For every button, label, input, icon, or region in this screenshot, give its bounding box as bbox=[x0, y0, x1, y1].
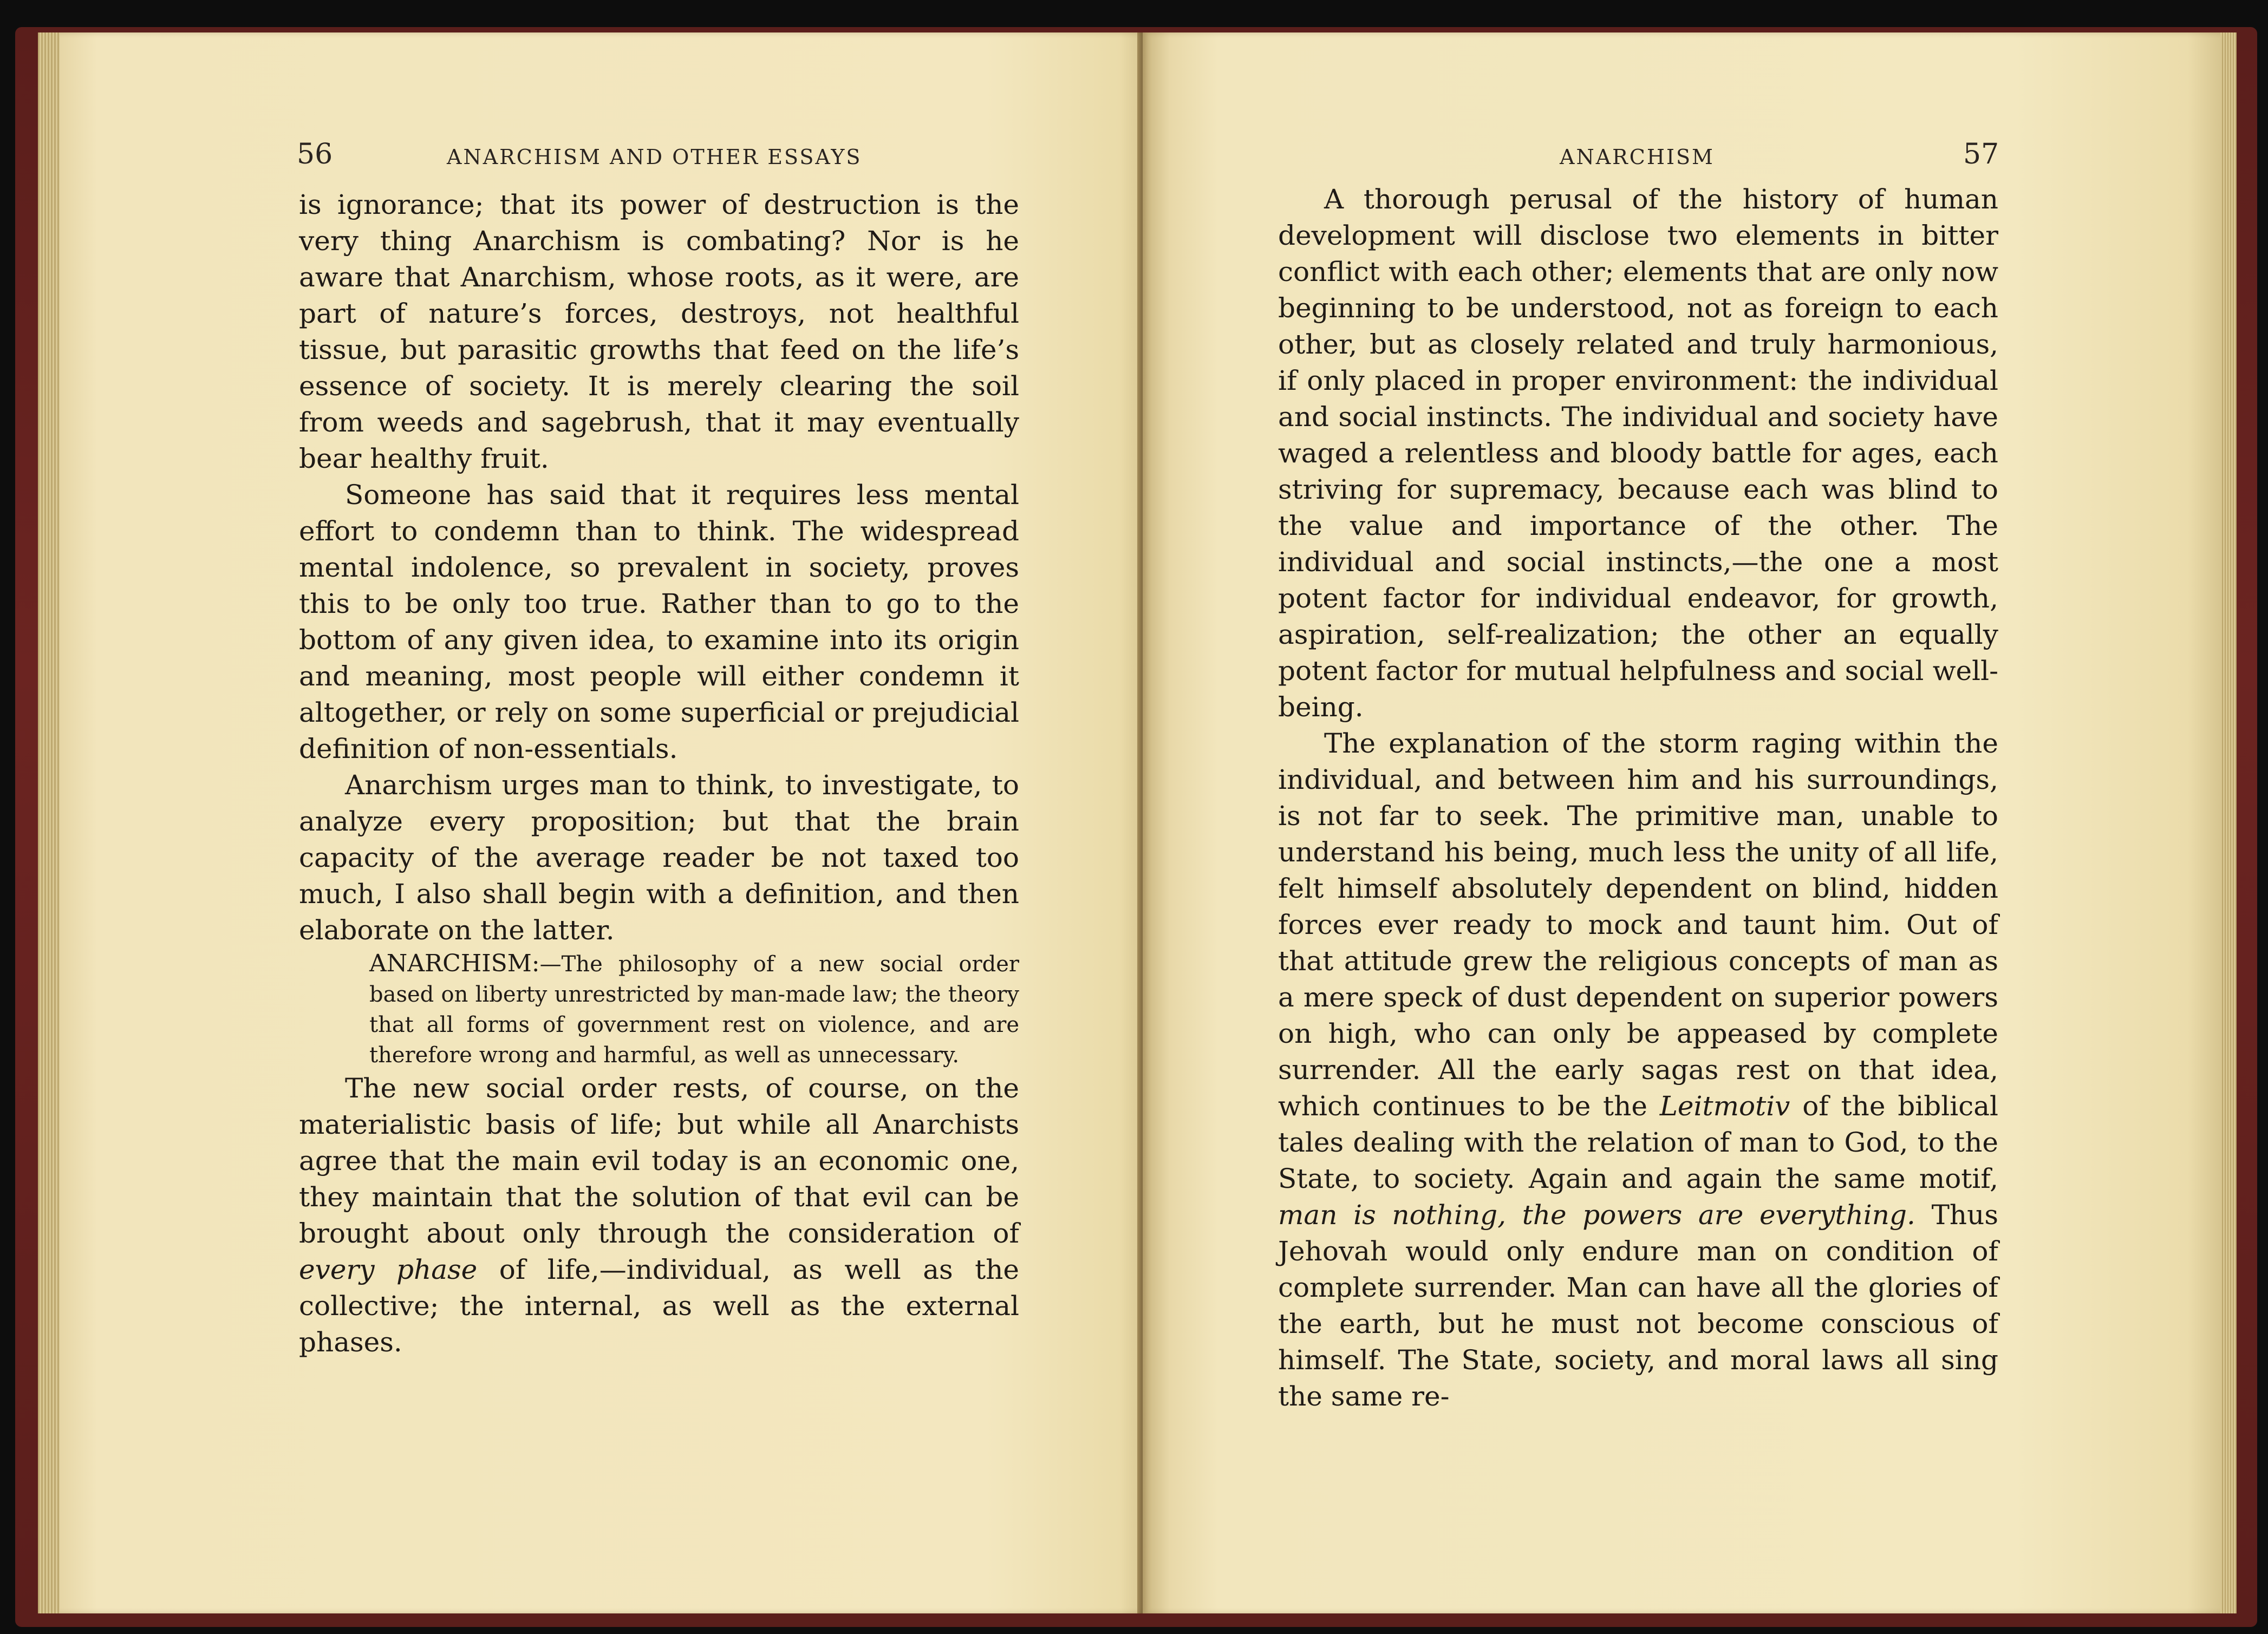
right-running-head: ANARCHISM bbox=[1560, 145, 1715, 169]
right-page-edges bbox=[2220, 32, 2237, 1613]
left-page-number: 56 bbox=[297, 138, 333, 171]
right-paragraph-2-middle: of the biblical tales dealing with the relation of man to God, to the State, to society. Again and again the same motif, bbox=[1278, 1090, 1998, 1194]
right-paragraph-2 bbox=[1278, 726, 1998, 1415]
left-paragraph-1: is ignorance; that its power of destruction is the very thing Anarchism is combating? Nor is he aware that Anarchism, whose roots, as it were, are part of nature’s forces, destroys, not healthful tissue, but parasitic growths that feed on the life’s essence of society. It is merely clearing the soil from weeds and sagebrush, that it may eventually bear healthy fruit. bbox=[299, 189, 1019, 474]
right-page-number: 57 bbox=[1963, 138, 1999, 171]
left-paragraph-4-end: of life,—individual, as well as the collective; the internal, as well as the external phases. bbox=[299, 1254, 1019, 1358]
right-paragraph-2-end: Thus Jehovah would only endure man on condition of complete surrender. Man can have all the glories of the earth, but he must not become conscious of himself. The State, society, and moral laws all sing the same re- bbox=[1278, 1199, 1998, 1412]
leitmotiv-emphasis: Leitmotiv bbox=[1659, 1090, 1790, 1122]
left-page-body bbox=[299, 187, 1019, 1361]
right-paragraph-1: A thorough perusal of the history of human development will disclose two elements in bitter conflict with each other; elements that are only now beginning to be understood, not as foreign to each other, but as closely related and truly harmonious, if only placed in proper environment: the individual and social instincts. The individual and society have waged a relentless and bloody battle for ages, each striving for supremacy, because each was blind to the value and importance of the other. The individual and social instincts,—the one a most potent factor for individual endeavor, for growth, aspiration, self-realization; the other an equally potent factor for mutual helpfulness and social well-being. bbox=[1278, 184, 1998, 723]
right-paragraph-2-start: The explanation of the storm raging within the individual, and between him and his surroundings, is not far to seek. The primitive man, unable to understand his being, much less the unity of all life, felt himself absolutely dependent on blind, hidden forces ever ready to mock and taunt him. Out of that attitude grew the religious concepts of man as a mere speck of dust dependent on superior powers on high, who can only be appeased by complete surrender. All the early sagas rest on that idea, which continues to be the bbox=[1278, 728, 1998, 1122]
left-paragraph-4-start: The new social order rests, of course, on the materialistic basis of life; but while all Anarchists agree that the main evil today is an economic one, they maintain that the solution of that evil can be brought about only through the consideration of bbox=[299, 1073, 1019, 1249]
left-page-edges bbox=[38, 32, 60, 1613]
definition-block bbox=[299, 949, 1019, 1070]
left-paragraph-4 bbox=[299, 1070, 1019, 1361]
definition-text: —The philosophy of a new social order based on liberty unrestricted by man-made law; the theory that all forms of government rest on violence, and are therefore wrong and harmful, as well as unnecessary. bbox=[369, 952, 1019, 1068]
left-running-head: ANARCHISM AND OTHER ESSAYS bbox=[447, 145, 862, 169]
definition-term: ANARCHISM: bbox=[369, 950, 540, 977]
left-paragraph-3: Anarchism urges man to think, to investigate, to analyze every proposition; but that the brain capacity of the average reader be not taxed too much, I also shall begin with a definition, and then elaborate on the latter. bbox=[299, 769, 1019, 946]
right-page-body bbox=[1278, 181, 1998, 1415]
motif-emphasis: man is nothing, the powers are everything. bbox=[1278, 1199, 1915, 1231]
left-paragraph-4-emphasis: every phase bbox=[299, 1254, 478, 1285]
left-paragraph-2: Someone has said that it requires less mental effort to condemn than to think. The widespread mental indolence, so prevalent in society, proves this to be only too true. Rather than to go to the bottom of any given idea, to examine into its origin and meaning, most people will either condemn it altogether, or rely on some superficial or prejudicial definition of non-essentials. bbox=[299, 479, 1019, 764]
